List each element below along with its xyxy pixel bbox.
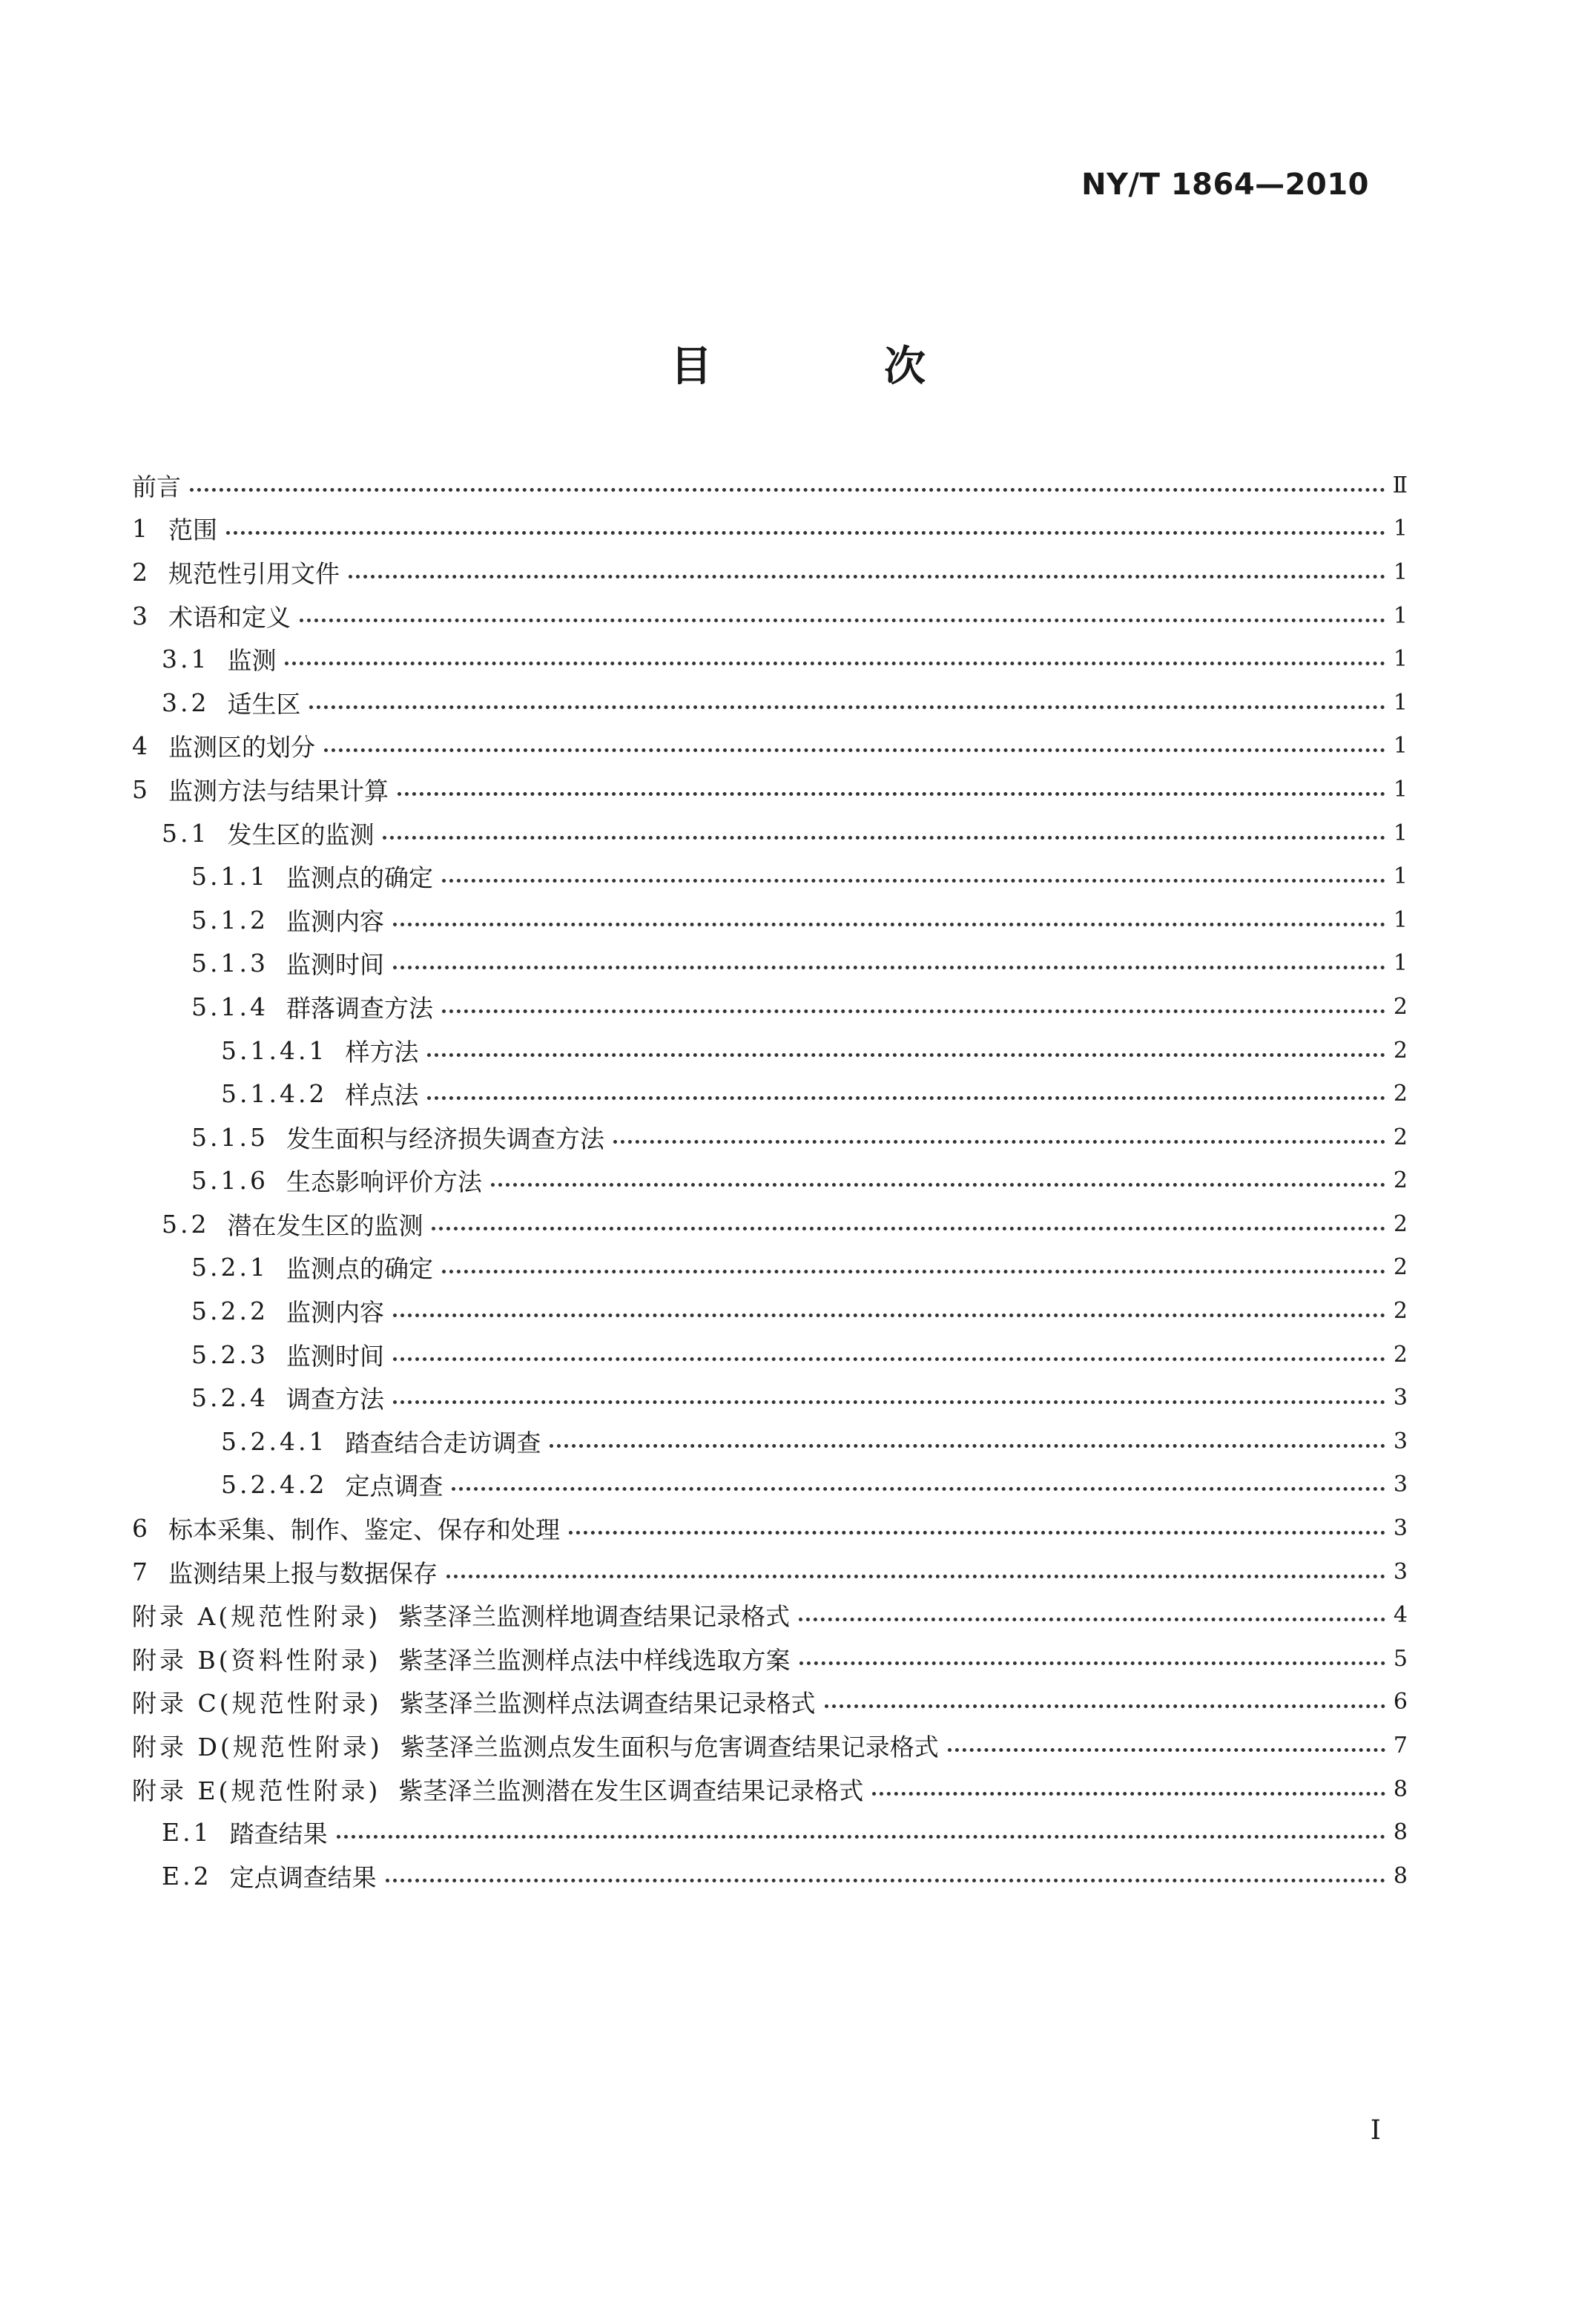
toc-entry[interactable] (132, 1767, 1408, 1811)
toc-entry-page: 2 (1393, 1167, 1408, 1194)
toc-entry[interactable] (132, 1289, 1408, 1333)
toc-entry-title: 范围 (168, 515, 217, 545)
toc-entry[interactable] (132, 550, 1408, 594)
toc-entry-title: 紫茎泽兰监测点发生面积与危害调查结果记录格式 (400, 1733, 939, 1762)
dot-leader (446, 1575, 1385, 1578)
toc-entry-title: 群落调查方法 (286, 993, 433, 1023)
toc-entry[interactable] (132, 1854, 1408, 1898)
toc-entry[interactable] (132, 1593, 1408, 1637)
toc-entry-page: 2 (1393, 1124, 1408, 1150)
toc-entry-title: 术语和定义 (168, 602, 291, 632)
dot-leader (613, 1140, 1385, 1144)
toc-entry-title: 紫茎泽兰监测样点法中样线选取方案 (398, 1645, 791, 1675)
toc-entry-page: 1 (1393, 733, 1408, 759)
toc-entry-page: 2 (1393, 1298, 1408, 1325)
toc-entry-title: 监测结果上报与数据保存 (168, 1558, 438, 1588)
toc-entry[interactable] (132, 1115, 1408, 1159)
toc-entry-title: 监测点的确定 (286, 863, 433, 893)
toc-entry[interactable] (132, 681, 1408, 725)
dot-leader (309, 705, 1385, 709)
toc-list (132, 464, 1408, 1898)
toc-entry-title: 规范性引用文件 (168, 558, 340, 588)
toc-entry[interactable] (132, 507, 1408, 551)
dot-leader (442, 879, 1385, 883)
toc-entry-number: 5.2.1 (191, 1253, 268, 1282)
toc-entry-title: 监测区的划分 (168, 733, 315, 762)
dot-leader (442, 1009, 1385, 1013)
dot-leader (825, 1704, 1386, 1708)
dot-leader (948, 1748, 1385, 1752)
toc-title: 目 次 (670, 342, 991, 391)
toc-entry-title: 生态影响评价方法 (286, 1167, 482, 1197)
toc-entry-page: 3 (1393, 1558, 1408, 1585)
toc-entry-page: 2 (1393, 1037, 1408, 1064)
toc-entry-number: 5 (132, 774, 151, 804)
toc-entry-title: 监测内容 (286, 1298, 384, 1328)
toc-entry-page: 1 (1393, 906, 1408, 933)
dot-leader (226, 531, 1385, 535)
toc-entry[interactable] (132, 1333, 1408, 1377)
page-number: I (1370, 2115, 1381, 2146)
dot-leader (491, 1183, 1385, 1187)
toc-entry-title: 适生区 (227, 689, 301, 719)
toc-entry-title: 紫茎泽兰监测样地调查结果记录格式 (398, 1602, 791, 1632)
toc-entry-page: 3 (1393, 1385, 1408, 1411)
toc-entry-title: 监测时间 (286, 1341, 384, 1371)
toc-entry-number: 5.1.5 (191, 1122, 268, 1152)
toc-entry[interactable] (132, 1202, 1408, 1246)
toc-entry-page: 8 (1393, 1819, 1408, 1846)
toc-entry-number: 附录 B(资料性附录) (132, 1645, 381, 1675)
toc-entry-title: 样方法 (345, 1037, 419, 1067)
toc-entry-number: 附录 E(规范性附录) (132, 1776, 381, 1805)
toc-entry-page: 3 (1393, 1428, 1408, 1454)
toc-entry-page: 8 (1393, 1862, 1408, 1889)
dot-leader (393, 1314, 1385, 1317)
toc-entry-number: 5.2.4.1 (221, 1426, 328, 1456)
dot-leader (349, 575, 1385, 579)
toc-entry-title: 监测时间 (286, 950, 384, 980)
toc-entry-number: 7 (132, 1557, 151, 1586)
toc-entry-title: 标本采集、制作、鉴定、保存和处理 (168, 1515, 560, 1545)
toc-entry-number: 3.2 (162, 688, 210, 717)
dot-leader (427, 1053, 1385, 1057)
toc-entry-number: 5.1.2 (191, 905, 268, 935)
dot-leader (383, 836, 1385, 840)
toc-entry-title: 监测 (227, 646, 277, 676)
toc-entry-title: 定点调查结果 (229, 1862, 377, 1892)
document-code: NY/T 1864—2010 (1081, 168, 1369, 202)
toc-entry-number: 3 (132, 601, 151, 630)
toc-entry-number: 附录 A(规范性附录) (132, 1602, 381, 1632)
toc-entry[interactable] (132, 1506, 1408, 1550)
toc-entry[interactable] (132, 942, 1408, 986)
dot-leader (799, 1618, 1385, 1621)
toc-entry[interactable] (132, 985, 1408, 1029)
toc-entry-number: 5.2.4 (191, 1383, 268, 1413)
toc-entry[interactable] (132, 725, 1408, 768)
toc-entry-number: 1 (132, 514, 151, 544)
toc-entry-page: 6 (1393, 1689, 1408, 1716)
toc-entry-page: 2 (1393, 1081, 1408, 1107)
toc-entry-page: 2 (1393, 1210, 1408, 1237)
toc-entry-title: 踏查结果 (229, 1819, 328, 1849)
toc-entry[interactable] (132, 1637, 1408, 1681)
toc-entry-title: 前言 (132, 472, 181, 501)
toc-entry[interactable] (132, 898, 1408, 942)
toc-entry[interactable] (132, 854, 1408, 898)
toc-entry[interactable] (132, 1810, 1408, 1854)
toc-entry[interactable] (132, 1681, 1408, 1724)
dot-leader (799, 1661, 1386, 1665)
toc-entry-number: 5.1.3 (191, 949, 268, 978)
dot-leader (872, 1792, 1385, 1796)
toc-entry-title: 发生面积与经济损失调查方法 (286, 1124, 604, 1153)
toc-entry-number: 6 (132, 1514, 151, 1543)
toc-entry-title: 紫茎泽兰监测样点法调查结果记录格式 (399, 1689, 816, 1718)
toc-entry[interactable] (132, 1159, 1408, 1203)
toc-entry-title: 监测点的确定 (286, 1254, 433, 1284)
toc-entry[interactable] (132, 637, 1408, 681)
toc-entry-page: 1 (1393, 602, 1408, 629)
toc-entry-number: 5.1.4 (191, 992, 268, 1021)
toc-entry-number: 4 (132, 731, 151, 761)
toc-entry-number: 2 (132, 557, 151, 587)
dot-leader (386, 1879, 1385, 1882)
toc-entry-page: 3 (1393, 1515, 1408, 1542)
toc-entry-page: 8 (1393, 1776, 1408, 1802)
dot-leader (337, 1835, 1385, 1839)
dot-leader (393, 923, 1385, 926)
toc-entry-title: 定点调查 (345, 1472, 443, 1501)
toc-entry-page: 2 (1393, 1341, 1408, 1368)
toc-entry-number: 5.1.1 (191, 862, 268, 892)
toc-entry-page: 1 (1393, 863, 1408, 890)
toc-entry-page: 1 (1393, 646, 1408, 673)
toc-entry-page: 2 (1393, 1254, 1408, 1281)
toc-entry[interactable] (132, 1724, 1408, 1767)
toc-entry-page: 7 (1393, 1733, 1408, 1759)
toc-entry-page: 1 (1393, 820, 1408, 846)
toc-entry-title: 监测内容 (286, 906, 384, 936)
toc-entry-page: 1 (1393, 950, 1408, 977)
toc-entry-page: 5 (1393, 1645, 1408, 1672)
dot-leader (432, 1227, 1385, 1230)
toc-entry-title: 监测方法与结果计算 (168, 776, 389, 805)
toc-entry-title: 踏查结合走访调查 (345, 1428, 541, 1457)
toc-entry[interactable] (132, 1550, 1408, 1594)
dot-leader (452, 1487, 1385, 1491)
toc-entry[interactable] (132, 594, 1408, 638)
dot-leader (285, 662, 1385, 665)
toc-entry[interactable] (132, 1463, 1408, 1507)
toc-entry[interactable] (132, 1246, 1408, 1290)
toc-entry[interactable] (132, 1072, 1408, 1115)
dot-leader (393, 1400, 1385, 1404)
toc-entry-page: 3 (1393, 1472, 1408, 1498)
toc-entry-page: 1 (1393, 689, 1408, 716)
toc-entry[interactable] (132, 464, 1408, 507)
dot-leader (324, 748, 1385, 752)
toc-entry-page: 4 (1393, 1602, 1408, 1629)
toc-entry-title: 调查方法 (286, 1385, 384, 1414)
toc-entry[interactable] (132, 811, 1408, 855)
toc-entry-title: 样点法 (345, 1081, 419, 1110)
toc-entry-number: 5.1.4.2 (221, 1079, 328, 1109)
dot-leader (442, 1270, 1385, 1273)
toc-entry-page: Ⅱ (1392, 472, 1408, 498)
toc-entry-number: 3.1 (162, 645, 210, 674)
toc-entry-number: 5.1.6 (191, 1166, 268, 1196)
toc-entry-page: 1 (1393, 515, 1408, 542)
toc-entry-number: 5.2.2 (191, 1296, 268, 1326)
dot-leader (550, 1444, 1385, 1448)
toc-entry-title: 潜在发生区的监测 (227, 1210, 423, 1240)
dot-leader (190, 488, 1385, 492)
toc-entry[interactable] (132, 768, 1408, 811)
toc-entry-number: 附录 D(规范性附录) (132, 1733, 383, 1762)
toc-entry-title: 紫茎泽兰监测潜在发生区调查结果记录格式 (398, 1776, 864, 1805)
dot-leader (393, 1357, 1385, 1361)
dot-leader (300, 619, 1385, 622)
dot-leader (398, 792, 1385, 796)
dot-leader (393, 966, 1385, 969)
toc-entry-page: 1 (1393, 776, 1408, 803)
toc-entry-number: 5.2.3 (191, 1339, 268, 1369)
toc-entry[interactable] (132, 1029, 1408, 1072)
toc-entry-number: 5.1 (162, 818, 210, 848)
dot-leader (427, 1096, 1385, 1100)
toc-entry[interactable] (132, 1376, 1408, 1420)
toc-entry-page: 2 (1393, 993, 1408, 1020)
toc-entry-number: E.2 (162, 1861, 212, 1891)
toc-entry[interactable] (132, 1420, 1408, 1463)
toc-entry-page: 1 (1393, 558, 1408, 585)
toc-entry-number: 附录 C(规范性附录) (132, 1689, 382, 1718)
dot-leader (569, 1531, 1385, 1535)
toc-entry-number: E.1 (162, 1818, 212, 1848)
toc-entry-number: 5.2.4.2 (221, 1470, 328, 1500)
toc-entry-title: 发生区的监测 (227, 820, 375, 849)
toc-entry-number: 5.1.4.1 (221, 1035, 328, 1065)
toc-entry-number: 5.2 (162, 1209, 210, 1239)
